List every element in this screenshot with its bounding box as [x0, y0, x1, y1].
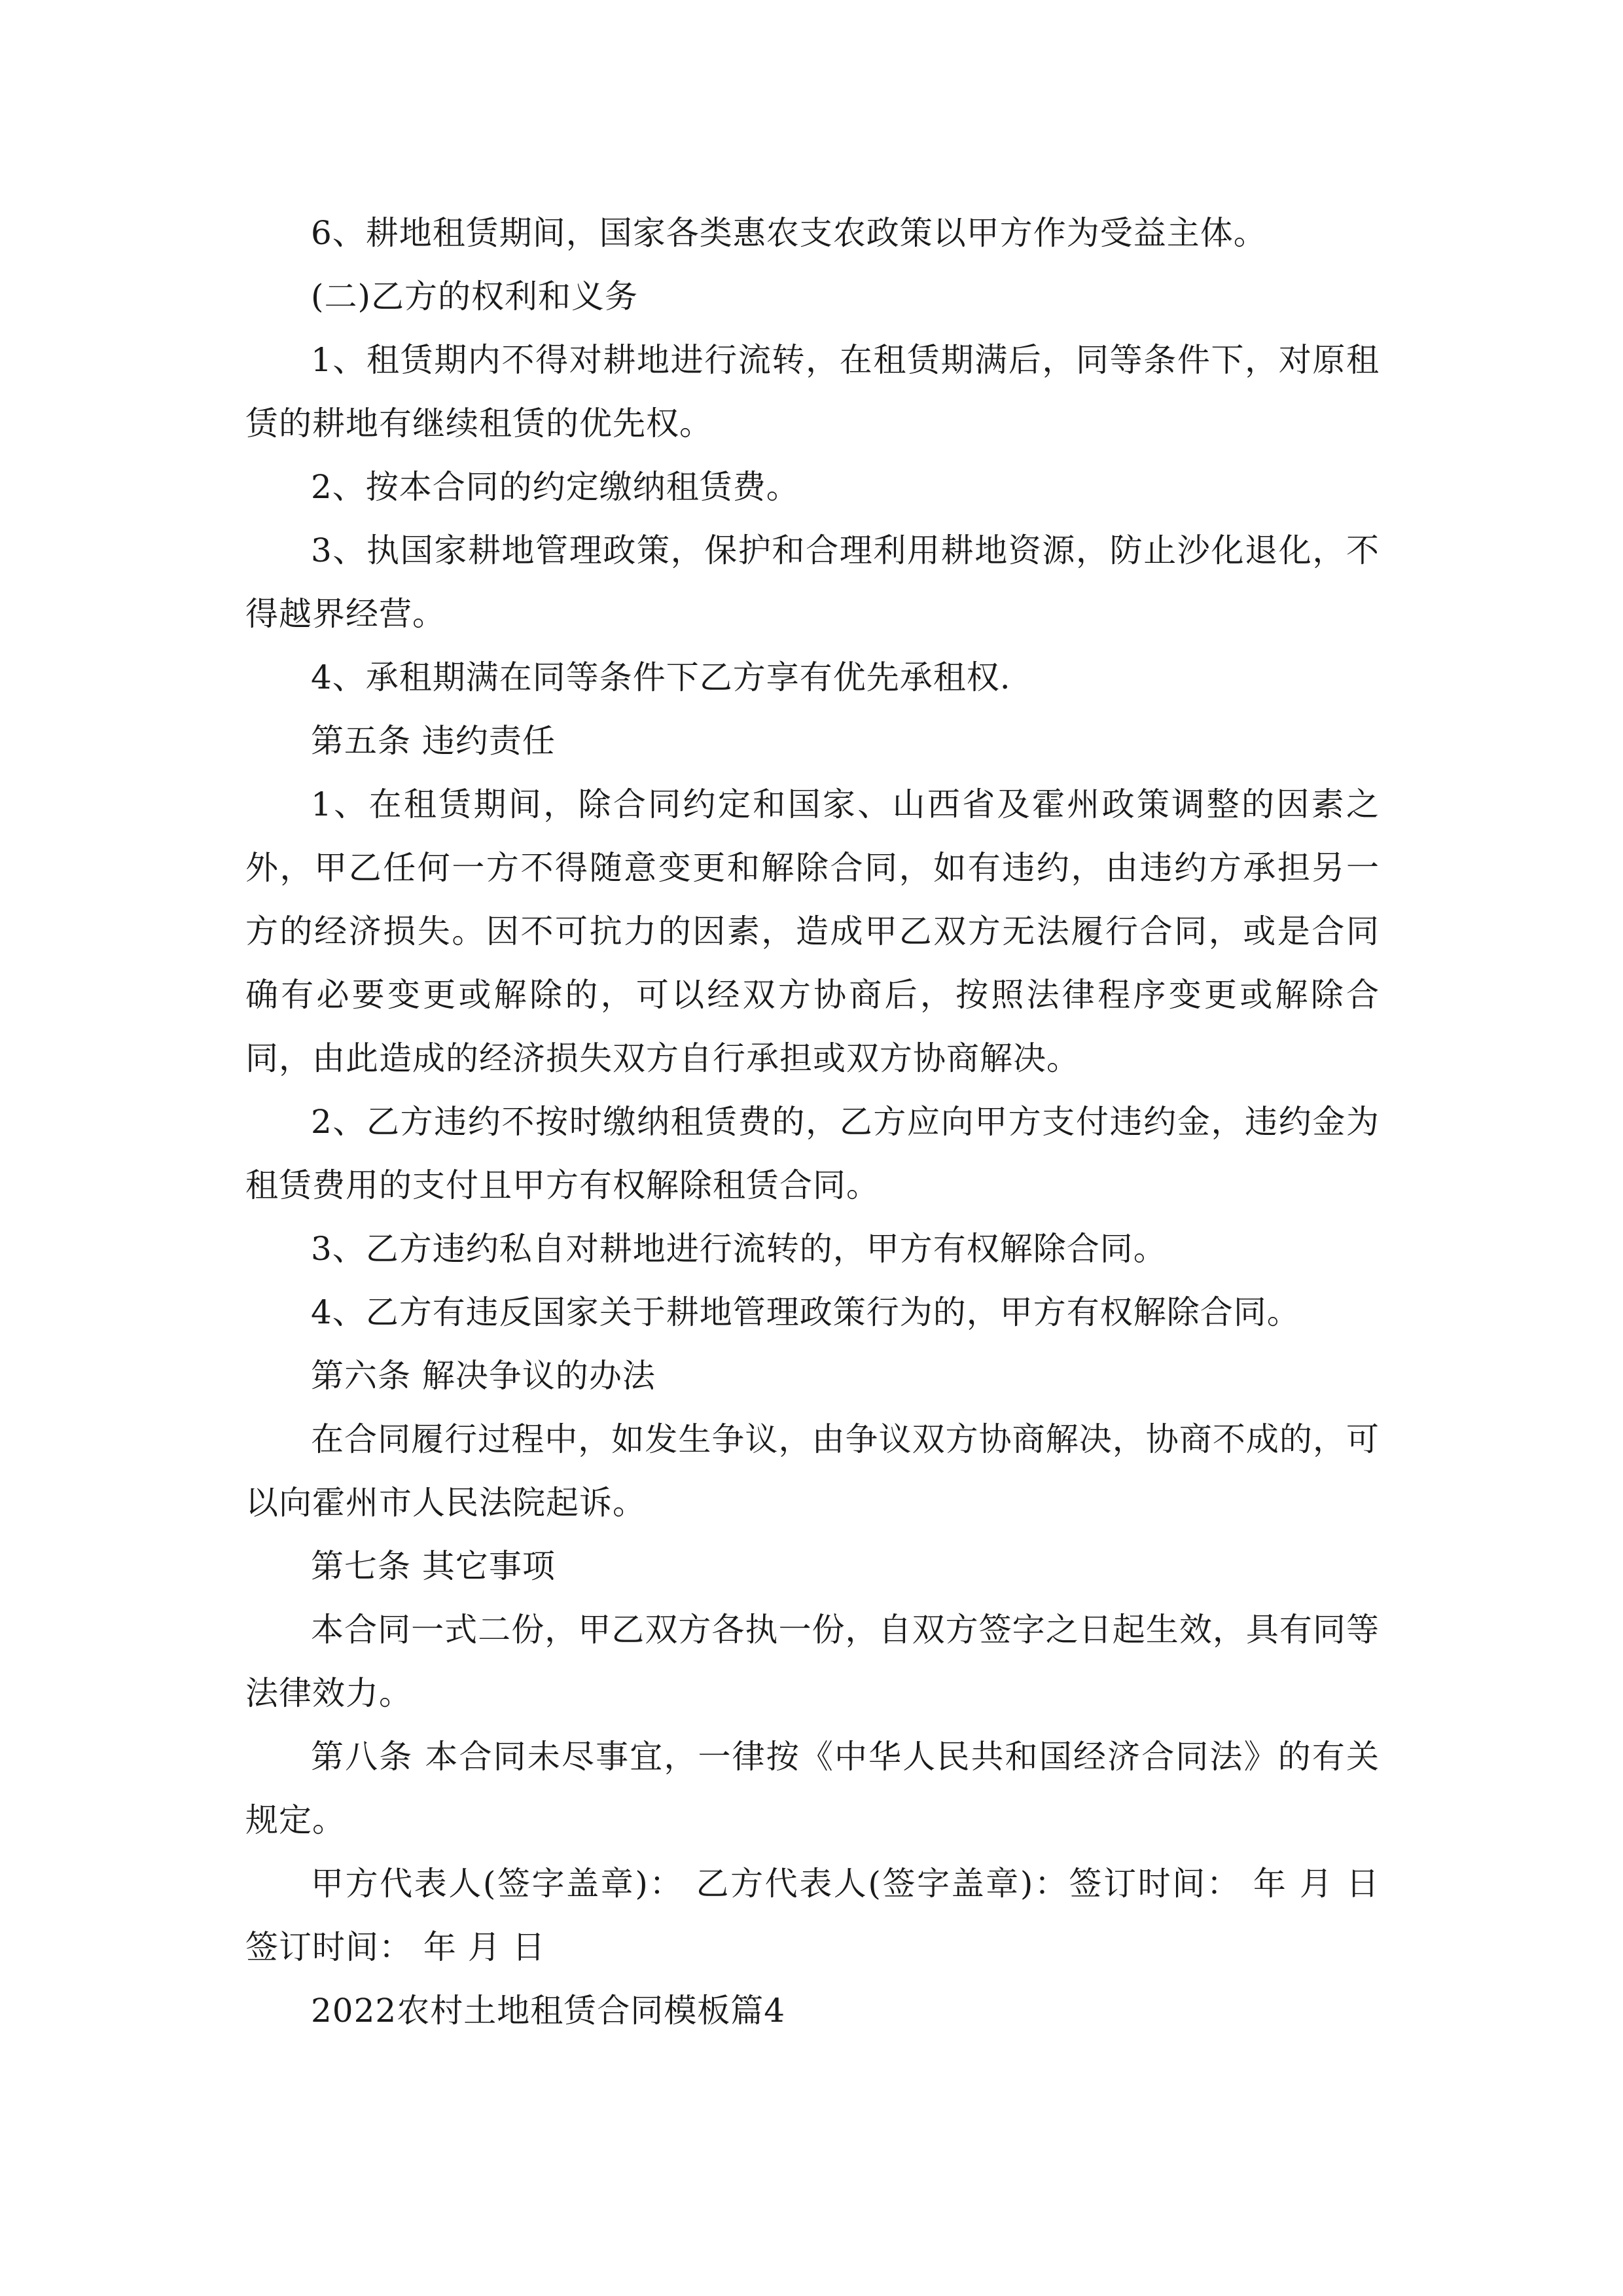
article-6-heading: 第六条 解决争议的办法: [311, 1357, 656, 1395]
article-8-body: 第八条 本合同未尽事宜，一律按《中华人民共和国经济合同法》的有关规定。: [245, 1738, 1380, 1839]
article-5-item-1: 1、在租赁期间，除合同约定和国家、山西省及霍州政策调整的因素之外，甲乙任何一方不得随意变更和解除合同，如有违约，由违约方承担另一方的经济损失。因不可抗力的因素，造成甲乙双方无法履行合同，或是合同确有必要变更或解除的，可以经双方协商后，按照法律程序变更或解除合同，由此造成的经济损失双方自行承担或双方协商解决。: [245, 785, 1380, 1077]
party-b-item-3: 3、执国家耕地管理政策，保护和合理利用耕地资源，防止沙化退化，不得越界经营。: [245, 531, 1380, 633]
clause-6-benefits: 6、耕地租赁期间，国家各类惠农支农政策以甲方作为受益主体。: [311, 214, 1267, 252]
article-5-heading: 第五条 违约责任: [311, 722, 556, 760]
article-5-item-2: 2、乙方违约不按时缴纳租赁费的，乙方应向甲方支付违约金，违约金为租赁费用的支付且甲方有权解除租赁合同。: [245, 1103, 1380, 1204]
signature-line: 甲方代表人(签字盖章)： 乙方代表人(签字盖章)：签订时间： 年 月 日 签订时间： 年 月 日: [245, 1865, 1380, 1966]
party-b-item-4: 4、承租期满在同等条件下乙方享有优先承租权.: [311, 658, 1011, 696]
article-7-heading: 第七条 其它事项: [311, 1547, 556, 1585]
article-6-body: 在合同履行过程中，如发生争议，由争议双方协商解决，协商不成的，可以向霍州市人民法院起诉。: [245, 1420, 1380, 1522]
article-5-item-3: 3、乙方违约私自对耕地进行流转的，甲方有权解除合同。: [311, 1230, 1167, 1268]
document-body: [245, 202, 1380, 2043]
party-b-item-2: 2、按本合同的约定缴纳租赁费。: [311, 468, 800, 506]
article-7-body: 本合同一式二份，甲乙双方各执一份，自双方签字之日起生效，具有同等法律效力。: [245, 1611, 1380, 1712]
section-party-b-rights-heading: (二)乙方的权利和义务: [311, 278, 639, 315]
next-section-title: 2022农村土地租赁合同模板篇4: [311, 1992, 786, 2030]
party-b-item-1: 1、租赁期内不得对耕地进行流转，在租赁期满后，同等条件下，对原租赁的耕地有继续租赁的优先权。: [245, 341, 1380, 442]
article-5-item-4: 4、乙方有违反国家关于耕地管理政策行为的，甲方有权解除合同。: [311, 1293, 1300, 1331]
